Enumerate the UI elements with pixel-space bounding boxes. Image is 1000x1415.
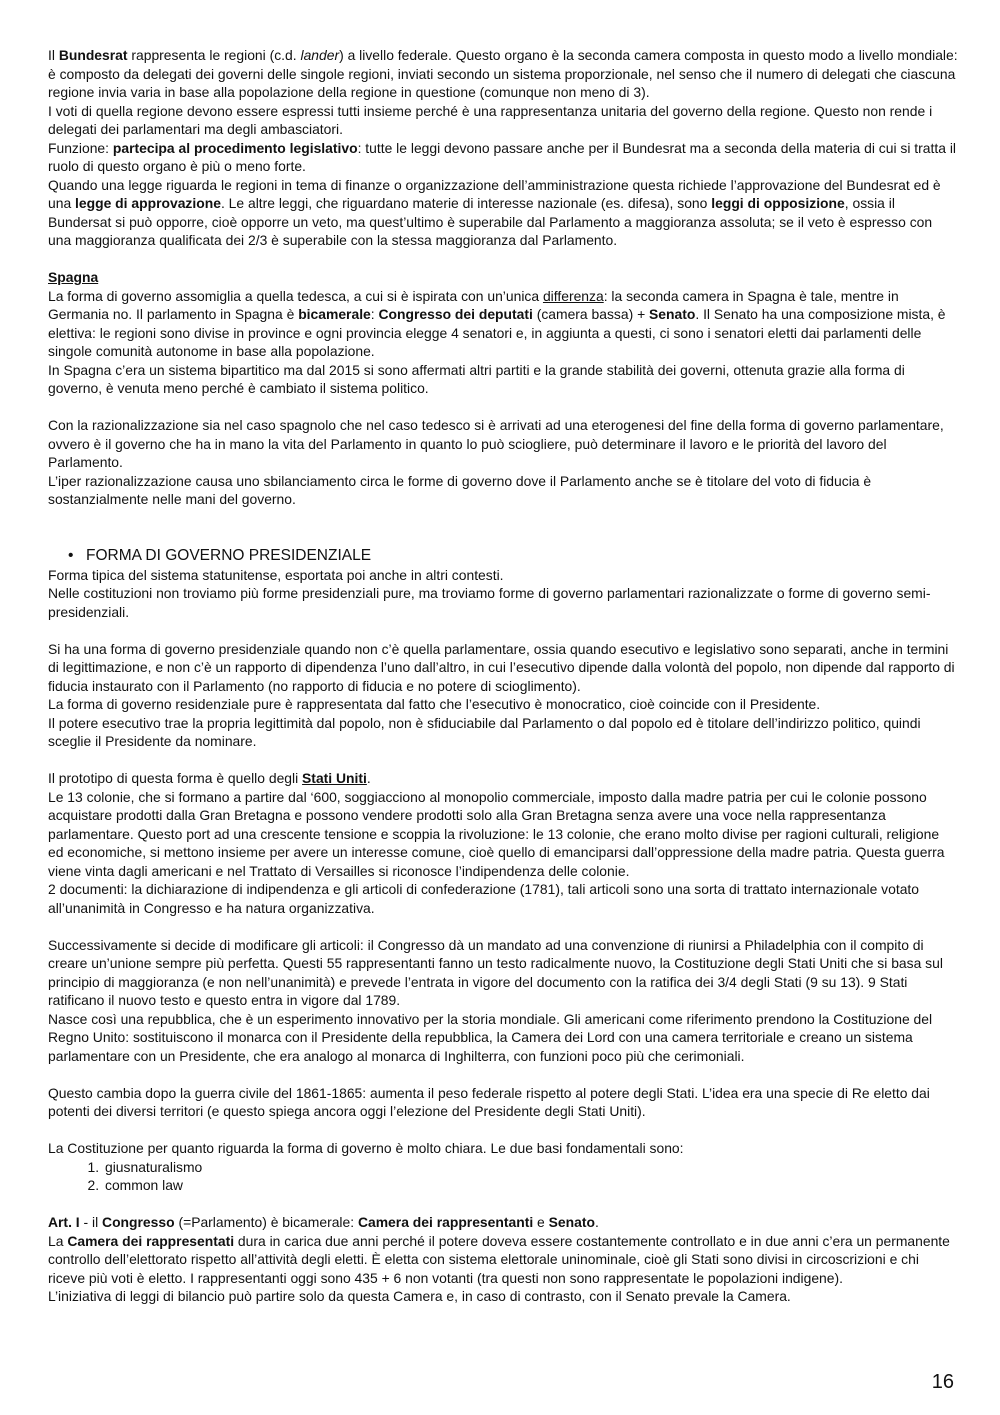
paragraph [48, 584, 958, 621]
text-run: leggi di opposizione [711, 195, 845, 211]
paragraph [48, 139, 958, 176]
text-run: In Spagna c’era un sistema bipartitico ma dal 2015 si sono affermati altri partiti e la grande stabilità dei governi, ottenuta grazie alla forma di governo, è venuta meno perché è cambiato il sistema politico. [48, 361, 905, 396]
paragraph [48, 361, 958, 398]
section-stati-uniti [48, 769, 958, 1195]
text-run: , ossia il Bundersat si può opporre, cioè opporre un veto, ma quest’ultimo è superabile dal Parlamento a maggioranza assoluta; se il veto è espresso con una maggioranza qualificata dei 2/3 è superabile con la stessa maggioranza dal Parlamento. [48, 195, 933, 248]
paragraph [48, 176, 958, 250]
text-run: Senato [548, 1214, 595, 1230]
text-run: (camera bassa) + [532, 306, 650, 322]
text-run: L’iniziativa di leggi di bilancio può partire solo da questa Camera e, in caso di contrasto, con il Senato prevale la Camera. [48, 1288, 791, 1304]
text-run: : la seconda camera in Spagna è tale, mentre in Germania no. Il parlamento in Spagna è [48, 287, 899, 322]
text-run: Congresso [102, 1214, 175, 1230]
text-run: La forma di governo assomiglia a quella tedesca, a cui si è ispirata con un’unica [48, 287, 543, 304]
paragraph [48, 1084, 958, 1121]
spacer [48, 1121, 958, 1140]
paragraph [48, 46, 958, 102]
text-run: I voti di quella regione devono essere espressi tutti insieme perché è una rappresentanza unitaria del governo della regione. Questo non rende i delegati dei parlamentari ma degli ambasciatori. [48, 102, 933, 137]
spacer [48, 509, 958, 546]
text-run: Quando una legge riguarda le regioni in tema di finanze o organizzazione dell’amministrazione questa richiede l’approvazione del Bundesrat ed è una [48, 176, 941, 211]
text-run: ) a livello federale. Questo organo è la seconda camera composta in questo modo a livello mondiale: è composto da delegati dei governi delle singole regioni, inviati secondo un sistema proporzionale, nel senso che il numero di delegati che ciascuna regione invia varia in base alla popolazione della regione in questione (comunque non meno di 3). [48, 47, 958, 100]
text-run: : [370, 306, 379, 322]
text-run: La Costituzione per quanto riguarda la forma di governo è molto chiara. Le due basi fondamentali sono: [48, 1140, 684, 1156]
paragraph [48, 472, 958, 509]
text-run: Bundesrat [58, 47, 128, 63]
spacer [48, 250, 958, 269]
section-razionalizzazione [48, 416, 958, 509]
bullet-icon: • [68, 546, 74, 564]
section-presidenziale [48, 546, 958, 751]
heading-text: FORMA DI GOVERNO PRESIDENZIALE [86, 546, 372, 564]
text-run: Con la razionalizzazione sia nel caso spagnolo che nel caso tedesco si è arrivati ad una eterogenesi del fine della forma di governo parlamentare, ovvero è il governo che ha in mano la vita del Parlamento in quanto lo può sciogliere, può determinare il lavoro e le priorità del lavoro del Parlamento. [48, 417, 944, 470]
spacer [48, 917, 958, 936]
text-run: Stati Uniti [302, 770, 367, 786]
bullet-heading [68, 546, 958, 566]
paragraph [48, 1010, 958, 1066]
list-item: 2. common law [103, 1176, 958, 1195]
paragraph [48, 695, 958, 714]
text-run: Camera dei rappresentanti [357, 1214, 534, 1230]
text-run: 2 documenti: la dichiarazione di indipendenza e gli articoli di confederazione (1781), tali articoli sono una sorta di trattato internazionale votato all’unanimità in Congresso e ha natura organizzativa. [48, 881, 920, 916]
text-run: Art. I [48, 1214, 80, 1230]
text-run: Senato [649, 306, 696, 322]
text-run: : tutte le leggi devono passare anche per il Bundesrat ma a seconda della materia di cui si tratta il ruolo di questo organo è più o meno forte. [48, 139, 956, 174]
text-run: bicamerale [298, 306, 371, 322]
page-number: 16 [931, 1371, 954, 1393]
text-run: lander [300, 47, 340, 63]
section-heading: Spagna [48, 269, 99, 285]
text-run: Si ha una forma di governo presidenziale quando non c’è quella parlamentare, ossia quando esecutivo e legislativo sono separati, anche in termini di legittimazione, e non c’è un rapporto di dipendenza l’uno dall’altro, in cui l’esecutivo dipende dalla volontà del popolo, non dipende dal rapporto di fiducia instaurato con il Parlamento (no rapporto di fiducia e no potere di scioglimento). [48, 640, 955, 694]
text-run: . [594, 1214, 599, 1230]
text-run: Successivamente si decide di modificare gli articoli: il Congresso dà un mandato ad una convenzione di riunirsi a Philadelphia con il compito di creare un’unione sempre più perfetta. Questi 55 rappresentanti fanno un testo radicalmente nuovo, la Costituzione degli Stati Uniti che si basa sul principio di maggioranza (e non nell’unanimità) e prevede l’entrata in vigore del documento con la ratifica dei 3/4 degli Stati (9 su 13). 9 Stati ratificano il nuovo testo e questo entra in vigore dal 1789. [48, 936, 943, 1008]
text-run: rappresenta le regioni (c.d. [127, 47, 301, 63]
spacer [48, 1065, 958, 1084]
text-run: Congresso dei deputati [378, 306, 533, 322]
paragraph [48, 714, 958, 751]
text-run: partecipa al procedimento legislativo [112, 139, 358, 156]
spacer [48, 1195, 958, 1214]
text-run: Funzione: [48, 139, 113, 156]
text-run: La forma di governo residenziale pure è rappresentata dal fatto che l’esecutivo è monocratico, cioè coincide con il Presidente. [48, 696, 821, 712]
paragraph [48, 102, 958, 139]
text-run: La [48, 1232, 68, 1249]
text-run: . [366, 770, 371, 786]
section-bundesrat [48, 46, 958, 250]
section-spagna [48, 268, 958, 398]
paragraph [48, 640, 958, 696]
spacer [48, 621, 958, 640]
text-run: Il potere esecutivo trae la propria legittimità dal popolo, non è sfiduciabile dal Parlamento o dal popolo ed è titolare dell’indirizzo politico, quindi sceglie il Presidente da nominare. [48, 714, 921, 749]
text-run: (=Parlamento) è bicamerale: [174, 1214, 358, 1230]
text-run: Le 13 colonie, che si formano a partire dal ‘600, soggiacciono al monopolio commerciale, imposto dalla madre patria per cui le colonie possono acquistare prodotti dalla Gran Bretagna e possono vendere prodotti solo alla Gran Bretagna senza avere una voce nella rappresentanza parlamentare. Questo port ad una crescente tensione e scoppia la rivoluzione: le 13 colonie, che erano molto divise per ragioni culturali, religione ed economiche, si mettono insieme per avere un interesse comune, cioè quello di emanciparsi dall’oppressione della madre patria. Questa guerra viene vinta dagli americani e nel Trattato di Versailles si riconosce l’indipendenza delle colonie. [48, 788, 945, 879]
paragraph [48, 1139, 958, 1158]
text-run: . Le altre leggi, che riguardano materie di interesse nazionale (es. difesa), sono [220, 195, 712, 211]
paragraph [48, 1287, 958, 1306]
paragraph [48, 1213, 958, 1232]
text-run: Nelle costituzioni non troviamo più forme presidenziali pure, ma troviamo forme di governo parlamentari razionalizzate o forme di governo semi-presidenziali. [48, 585, 931, 620]
document-page [48, 46, 958, 1306]
paragraph [48, 880, 958, 917]
spacer [48, 751, 958, 770]
paragraph [48, 936, 958, 1010]
text-run: L’iper razionalizzazione causa uno sbilanciamento circa le forme di governo dove il Parlamento anche se è titolare del voto di fiducia è sostanzialmente nelle mani del governo. [48, 472, 872, 507]
text-run: Il prototipo di questa forma è quello degli [48, 770, 303, 786]
text-run: Camera dei rappresentati [67, 1232, 235, 1249]
text-run: - il [79, 1214, 103, 1230]
text-run: Questo cambia dopo la guerra civile del 1861-1865: aumenta il peso federale rispetto al potere degli Stati. L’idea era una specie di Re eletto dai potenti dei diversi territori (e questo spiega ancora oggi l’elezione del Presidente degli Stati Uniti). [48, 1084, 930, 1119]
text-run: dura in carica due anni perché il potere doveva essere costantemente controllato e in due anni c’era un permanente controllo dell’elettorato rispetto all’attività degli eletti. È eletta con sistema elettorale uninominale, cioè gli Stati sono divisi in circoscrizioni e chi riceve più voti è eletto. I rappresentanti oggi sono 435 + 6 non votanti (tra questi non sono rappresentate le popolazioni indigene). [48, 1232, 950, 1286]
section-articolo-1 [48, 1213, 958, 1306]
list-item: 1. giusnaturalismo [103, 1158, 958, 1177]
text-run: differenza [542, 287, 604, 304]
spacer [48, 398, 958, 417]
numbered-list [48, 1158, 958, 1195]
paragraph [48, 788, 958, 881]
paragraph [48, 1232, 958, 1288]
paragraph [48, 287, 958, 361]
text-run: Il [48, 47, 59, 63]
paragraph [48, 566, 958, 585]
text-run: legge di approvazione [75, 195, 221, 211]
text-run: Forma tipica del sistema statunitense, esportata poi anche in altri contesti. [48, 566, 504, 583]
paragraph [48, 416, 958, 472]
paragraph [48, 769, 958, 788]
text-run: e [533, 1214, 549, 1230]
text-run: Nasce così una repubblica, che è un esperimento innovativo per la storia mondiale. Gli americani come riferimento prendono la Costituzione del Regno Unito: sostituiscono il monarca con il Presidente della repubblica, la Camera dei Lord con una camera territoriale e creano un sistema parlamentare con un Presidente, che era analogo al monarca di Inghilterra, con funzioni poco più che cerimoniali. [48, 1010, 933, 1064]
text-run: . Il Senato ha una composizione mista, è elettiva: le regioni sono divise in province e ogni provincia elegge 4 senatori e, in aggiunta a questi, ci sono i senatori eletti dai parlamenti delle singole comunità autonome in base alla popolazione. [48, 306, 946, 359]
